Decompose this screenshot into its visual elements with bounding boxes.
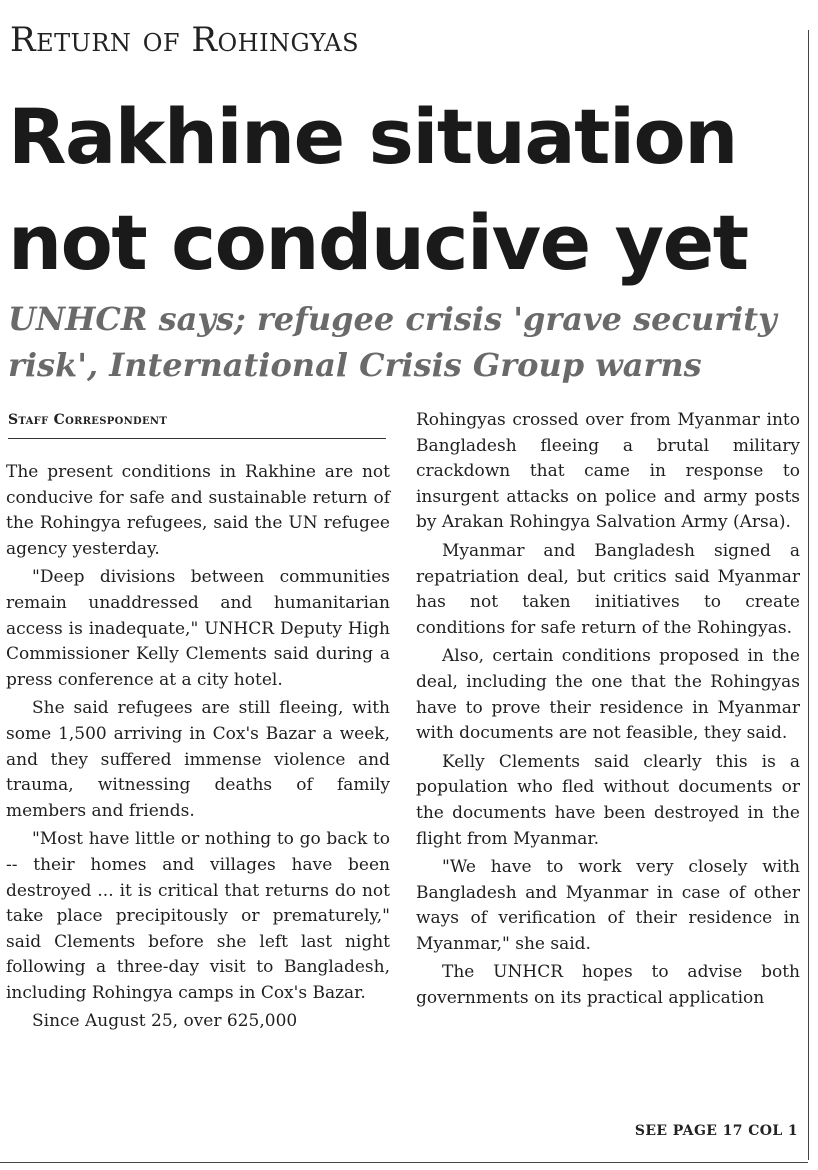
subheadline-line-2: risk', International Crisis Group warns — [8, 346, 702, 384]
headline-line-1: Rakhine situation — [8, 92, 737, 181]
body-paragraph: Rohingyas crossed over from Myanmar into Bangladesh fleeing a brutal military crackdown that came in response to insurgent attacks on police and army posts by Arakan Rohingya Salvation Army (Arsa). — [416, 410, 800, 533]
body-paragraph: She said refugees are still fleeing, with some 1,500 arriving in Cox's Bazar a week, and they suffered immense violence and trauma, witnessing deaths of family members and friends. — [6, 698, 390, 821]
body-paragraph: Myanmar and Bangladesh signed a repatriation deal, but critics said Myanmar has not taken initiatives to create conditions for safe return of the Rohingyas. — [416, 540, 800, 638]
subheadline-line-1: UNHCR says; refugee crisis 'grave security — [8, 300, 777, 338]
kicker: Return of Rohingyas — [10, 20, 360, 60]
body-paragraph: "Most have little or nothing to go back to -- their homes and villages have been destroyed ... it is critical that returns do not take place precipitously or prematurely," said Clements before she left last night following a three-day visit to Bangladesh, including Rohingya camps in Cox's Bazar. — [6, 829, 390, 1003]
body-column-left — [6, 460, 390, 1035]
subheadline — [8, 296, 808, 388]
body-paragraph: The present conditions in Rakhine are not conducive for safe and sustainable return of the Rohingya refugees, said the UN refugee agency yesterday. — [6, 462, 390, 559]
body-paragraph: Since August 25, over 625,000 — [32, 1011, 298, 1032]
bottom-rule — [0, 1162, 808, 1163]
headline-line-2: not conducive yet — [8, 198, 748, 287]
byline: Staff Correspondent — [8, 412, 386, 439]
continuation-jump-line: SEE PAGE 17 COL 1 — [634, 1123, 798, 1139]
body-paragraph: Kelly Clements said clearly this is a population who fled without documents or the documents have been destroyed in the flight from Myanmar. — [416, 751, 800, 849]
body-paragraph: "We have to work very closely with Bangladesh and Myanmar in case of other ways of verification of their residence in Myanmar," she said. — [416, 857, 800, 954]
body-paragraph: The UNHCR hopes to advise both governments on its practical application — [416, 962, 800, 1009]
headline — [8, 84, 808, 296]
column-rule — [808, 30, 809, 1160]
body-column-right — [416, 408, 800, 1012]
body-paragraph: "Deep divisions between communities remain unaddressed and humanitarian access is inadequate," UNHCR Deputy High Commissioner Kelly Clements said during a press conference at a city hotel. — [6, 567, 390, 690]
body-paragraph: Also, certain conditions proposed in the deal, including the one that the Rohingyas have to prove their residence in Myanmar with documents are not feasible, they said. — [416, 646, 800, 744]
